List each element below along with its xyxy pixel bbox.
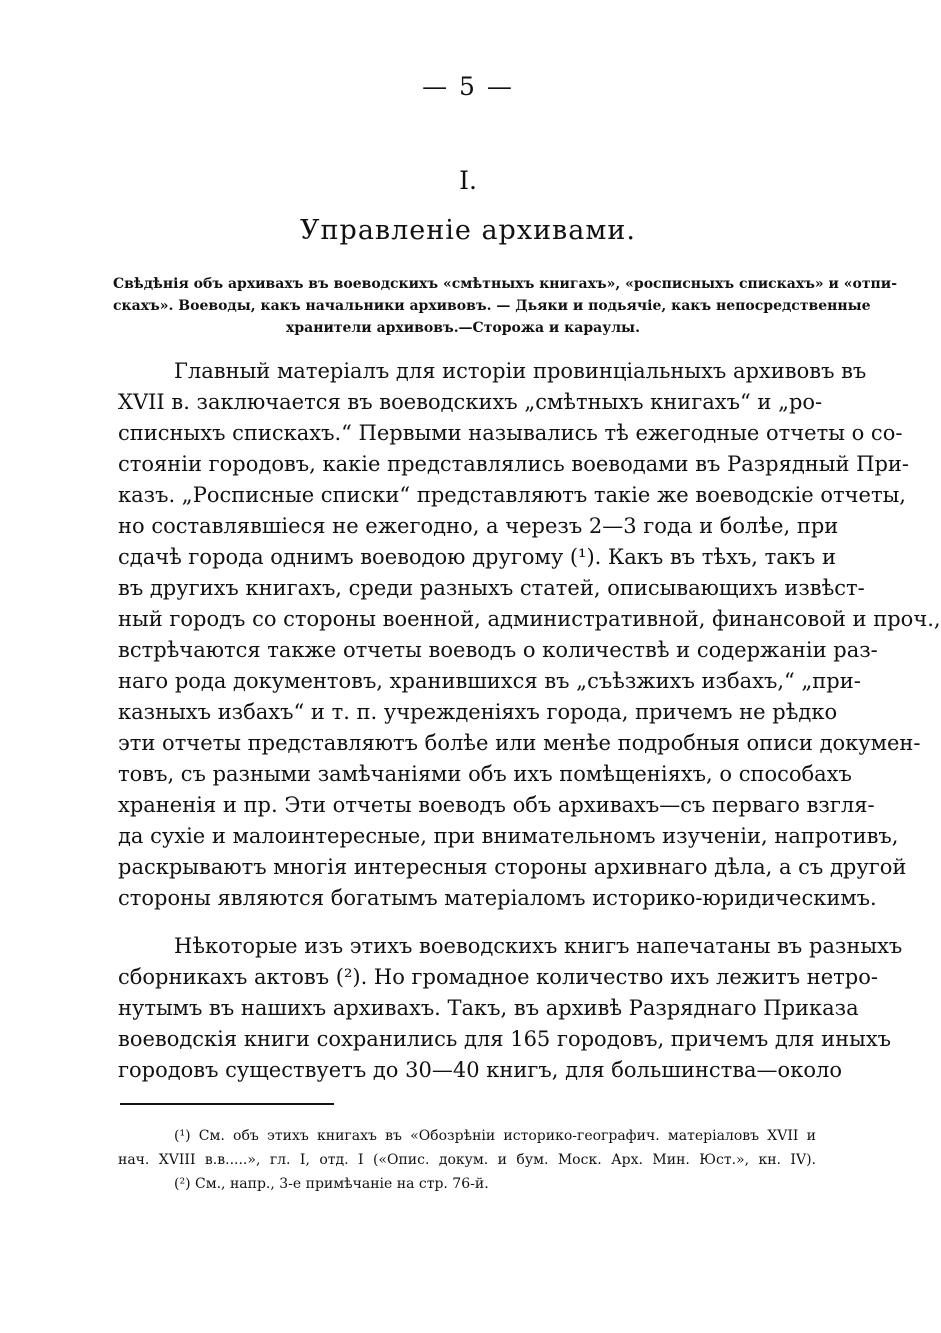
footnote-line: нач. XVIII в.в.....», гл. I, отд. I («Опис. докум. и бум. Моск. Арх. Мин. Юст.», кн. IV).	[118, 1152, 816, 1168]
paragraph-2	[118, 931, 903, 1086]
text-line: списныхъ спискахъ.“ Первыми назывались тѣ ежегодные отчеты о со-	[118, 421, 903, 445]
text-line: храненія и пр. Эти отчеты воеводъ объ архивахъ—съ перваго взгля-	[118, 793, 875, 817]
text-line: XVII в. заключается въ воеводскихъ „смѣтныхъ книгахъ“ и „ро-	[118, 390, 823, 414]
footnotes	[118, 1124, 816, 1196]
text-line: но составлявшіеся не ежегодно, а черезъ 2—3 года и болѣе, при	[118, 514, 839, 538]
footnote-line: (¹) См. объ этихъ книгахъ въ «Обозрѣніи историко-географич. матеріаловъ XVII и	[174, 1128, 816, 1144]
chapter-title: Управленіе архивами.	[300, 215, 636, 246]
footnote-divider	[120, 1103, 334, 1105]
text-line: городовъ существуетъ до 30—40 книгъ, для большинства—около	[118, 1058, 842, 1082]
summary-line: скахъ». Воеводы, какъ начальники архивовъ. — Дьяки и подьячіе, какъ непосредственные	[113, 298, 871, 314]
text-line: казъ. „Росписные списки“ представляютъ такіе же воеводскіе отчеты,	[118, 483, 906, 507]
text-line: сборникахъ актовъ (²). Но громадное количество ихъ лежитъ нетро-	[118, 965, 878, 989]
text-line: наго рода документовъ, хранившихся въ „съѣзжихъ избахъ,“ „при-	[118, 669, 861, 693]
chapter-summary	[113, 273, 897, 339]
text-line: стояніи городовъ, какіе представлялись воеводами въ Разрядный При-	[118, 452, 910, 476]
footnote-line: (²) См., напр., 3-е примѣчаніе на стр. 76-й.	[174, 1176, 489, 1192]
text-line: да сухіе и малоинтересные, при внимательномъ изученіи, напротивъ,	[118, 824, 899, 848]
text-line: ный городъ со стороны военной, административной, финансовой и проч.,	[118, 607, 941, 631]
text-line: сдачѣ города однимъ воеводою другому (¹). Какъ въ тѣхъ, такъ и	[118, 545, 836, 569]
paragraph-1	[118, 356, 941, 914]
text-line: встрѣчаются также отчеты воеводъ о количествѣ и содержаніи раз-	[118, 638, 878, 662]
text-line: Нѣкоторые изъ этихъ воеводскихъ книгъ напечатаны въ разныхъ	[174, 934, 903, 958]
text-line: стороны являются богатымъ матеріаломъ историко-юридическимъ.	[118, 886, 877, 910]
section-numeral: I.	[459, 166, 477, 195]
text-line: воеводскія книги сохранились для 165 городовъ, причемъ для иныхъ	[118, 1027, 892, 1051]
text-line: раскрываютъ многія интересныя стороны архивнаго дѣла, а съ другой	[118, 855, 907, 879]
text-line: эти отчеты представляютъ болѣе или менѣе подробныя описи докумен-	[118, 731, 921, 755]
page-number: — 5 —	[422, 72, 514, 101]
text-line: казныхъ избахъ“ и т. п. учрежденіяхъ города, причемъ не рѣдко	[118, 700, 838, 724]
summary-line: Свѣдѣнія объ архивахъ въ воеводскихъ «смѣтныхъ книгахъ», «росписныхъ спискахъ» и «отпи-	[113, 276, 897, 292]
text-line: нутымъ въ нашихъ архивахъ. Такъ, въ архивѣ Разряднаго Приказа	[118, 996, 859, 1020]
text-line: Главный матеріалъ для исторіи провинціальныхъ архивовъ въ	[174, 359, 867, 383]
text-line: товъ, съ разными замѣчаніями объ ихъ помѣщеніяхъ, о способахъ	[118, 762, 852, 786]
summary-line: хранители архивовъ.—Сторожа и караулы.	[286, 320, 640, 336]
text-line: въ другихъ книгахъ, среди разныхъ статей, описывающихъ извѣст-	[118, 576, 865, 600]
